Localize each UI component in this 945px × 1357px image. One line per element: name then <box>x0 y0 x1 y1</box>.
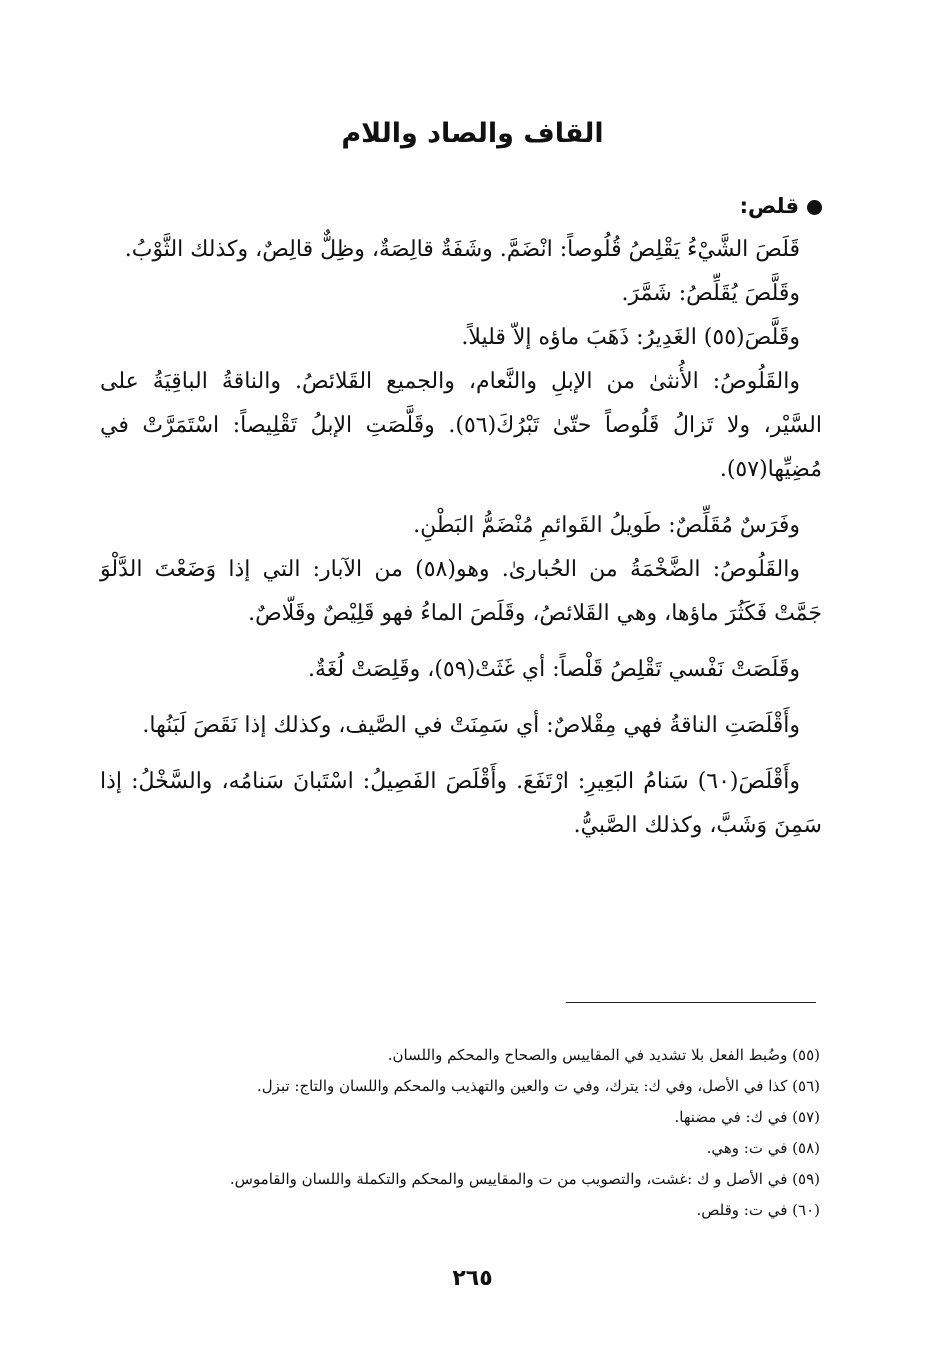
entry-paragraph: والقَلُوصُ: الأُنثىٰ من الإبلِ والنَّعام، والجميع القَلائصُ. والناقةُ الباقِيَةُ على السَّيْر، ولا تَزالُ قَلُوصاً حتّىٰ تَبْرُكَ(٥٦). وقَلَّصَتِ الإبلُ تَقْلِيصاً: اسْتَمَرَّتْ في مُضِيِّها(٥٧). <box>100 369 822 482</box>
entry-heading-text: قلص: <box>739 194 799 218</box>
footnote: (٥٨) في ت: وهي. <box>706 1139 820 1157</box>
footnotes <box>110 1040 820 1226</box>
entry-paragraph: وقَلَّصَ(٥٥) الغَدِيرُ: ذَهَبَ ماؤه إلاّ قليلاً. <box>461 325 800 350</box>
entry-heading <box>100 184 822 228</box>
bullet-icon <box>807 200 822 215</box>
entry-paragraph: وقَلَّصَ يُقَلِّصُ: شَمَّرَ. <box>621 281 800 306</box>
footnote: (٥٥) وضُبط الفعل بلا تشديد في المقاييس والصحاح والمحكم واللسان. <box>387 1046 820 1064</box>
entry-paragraph: وفَرَسٌ مُقَلِّصٌ: طَويلُ القَوائمِ مُنْضَمُّ البَطْنِ. <box>413 513 800 538</box>
entry-paragraph: وأَقْلَصَ(٦٠) سَنامُ البَعِيرِ: ارْتَفَعَ. وأَقْلَصَ الفَصِيلُ: اسْتَبانَ سَنامُه، والسَّخْلُ: إذا سَمِنَ وَشَبَّ، وكذلك الصَّبيُّ. <box>100 769 822 838</box>
entry-paragraph: والقَلُوصُ: الضَّخْمَةُ من الحُبارىٰ. وهو(٥٨) من الآبار: التي إذا وَضَعْتَ الدَّلْوَ جَمَّتْ فَكَثُرَ ماؤها، وهي القَلائصُ، وقَلَصَ الماءُ فهو قَلِيْصٌ وقَلّاصٌ. <box>100 557 822 626</box>
page-header-title: القاف والصاد واللام <box>341 118 604 149</box>
page-number: ٢٦٥ <box>452 1266 493 1291</box>
footnote: (٥٦) كذا في الأصل، وفي ك: يترك، وفي ت والعين والتهذيب والمحكم واللسان والتاج: تبزل. <box>257 1077 820 1095</box>
entry-paragraph: وقَلَصَتْ نَفْسي تَقْلِصُ قَلْصاً: أي غَثَتْ(٥٩)، وقَلِصَتْ لُغَةٌ. <box>308 657 800 682</box>
entry-paragraph: قَلَصَ الشَّيْءُ يَقْلِصُ قُلُوصاً: انْضَمَّ. وشَفَةٌ قالِصَةٌ، وظِلٌّ قالِصٌ، وكذلك الثَّوْبُ. <box>124 237 800 262</box>
footnote: (٥٩) في الأصل و ك :غشت، والتصويب من ت والمقاييس والمحكم والتكملة واللسان والقاموس. <box>229 1170 820 1188</box>
entry-body <box>100 184 822 848</box>
footnote: (٥٧) في ك: في مضنها. <box>674 1108 820 1126</box>
entry-paragraph: وأَقْلَصَتِ الناقةُ فهي مِقْلاصٌ: أي سَمِنَتْ في الصَّيف، وكذلك إذا نَقَصَ لَبَنُها. <box>142 713 800 738</box>
footnote: (٦٠) في ت: وقلص. <box>696 1201 820 1219</box>
footnote-divider <box>566 1002 816 1003</box>
